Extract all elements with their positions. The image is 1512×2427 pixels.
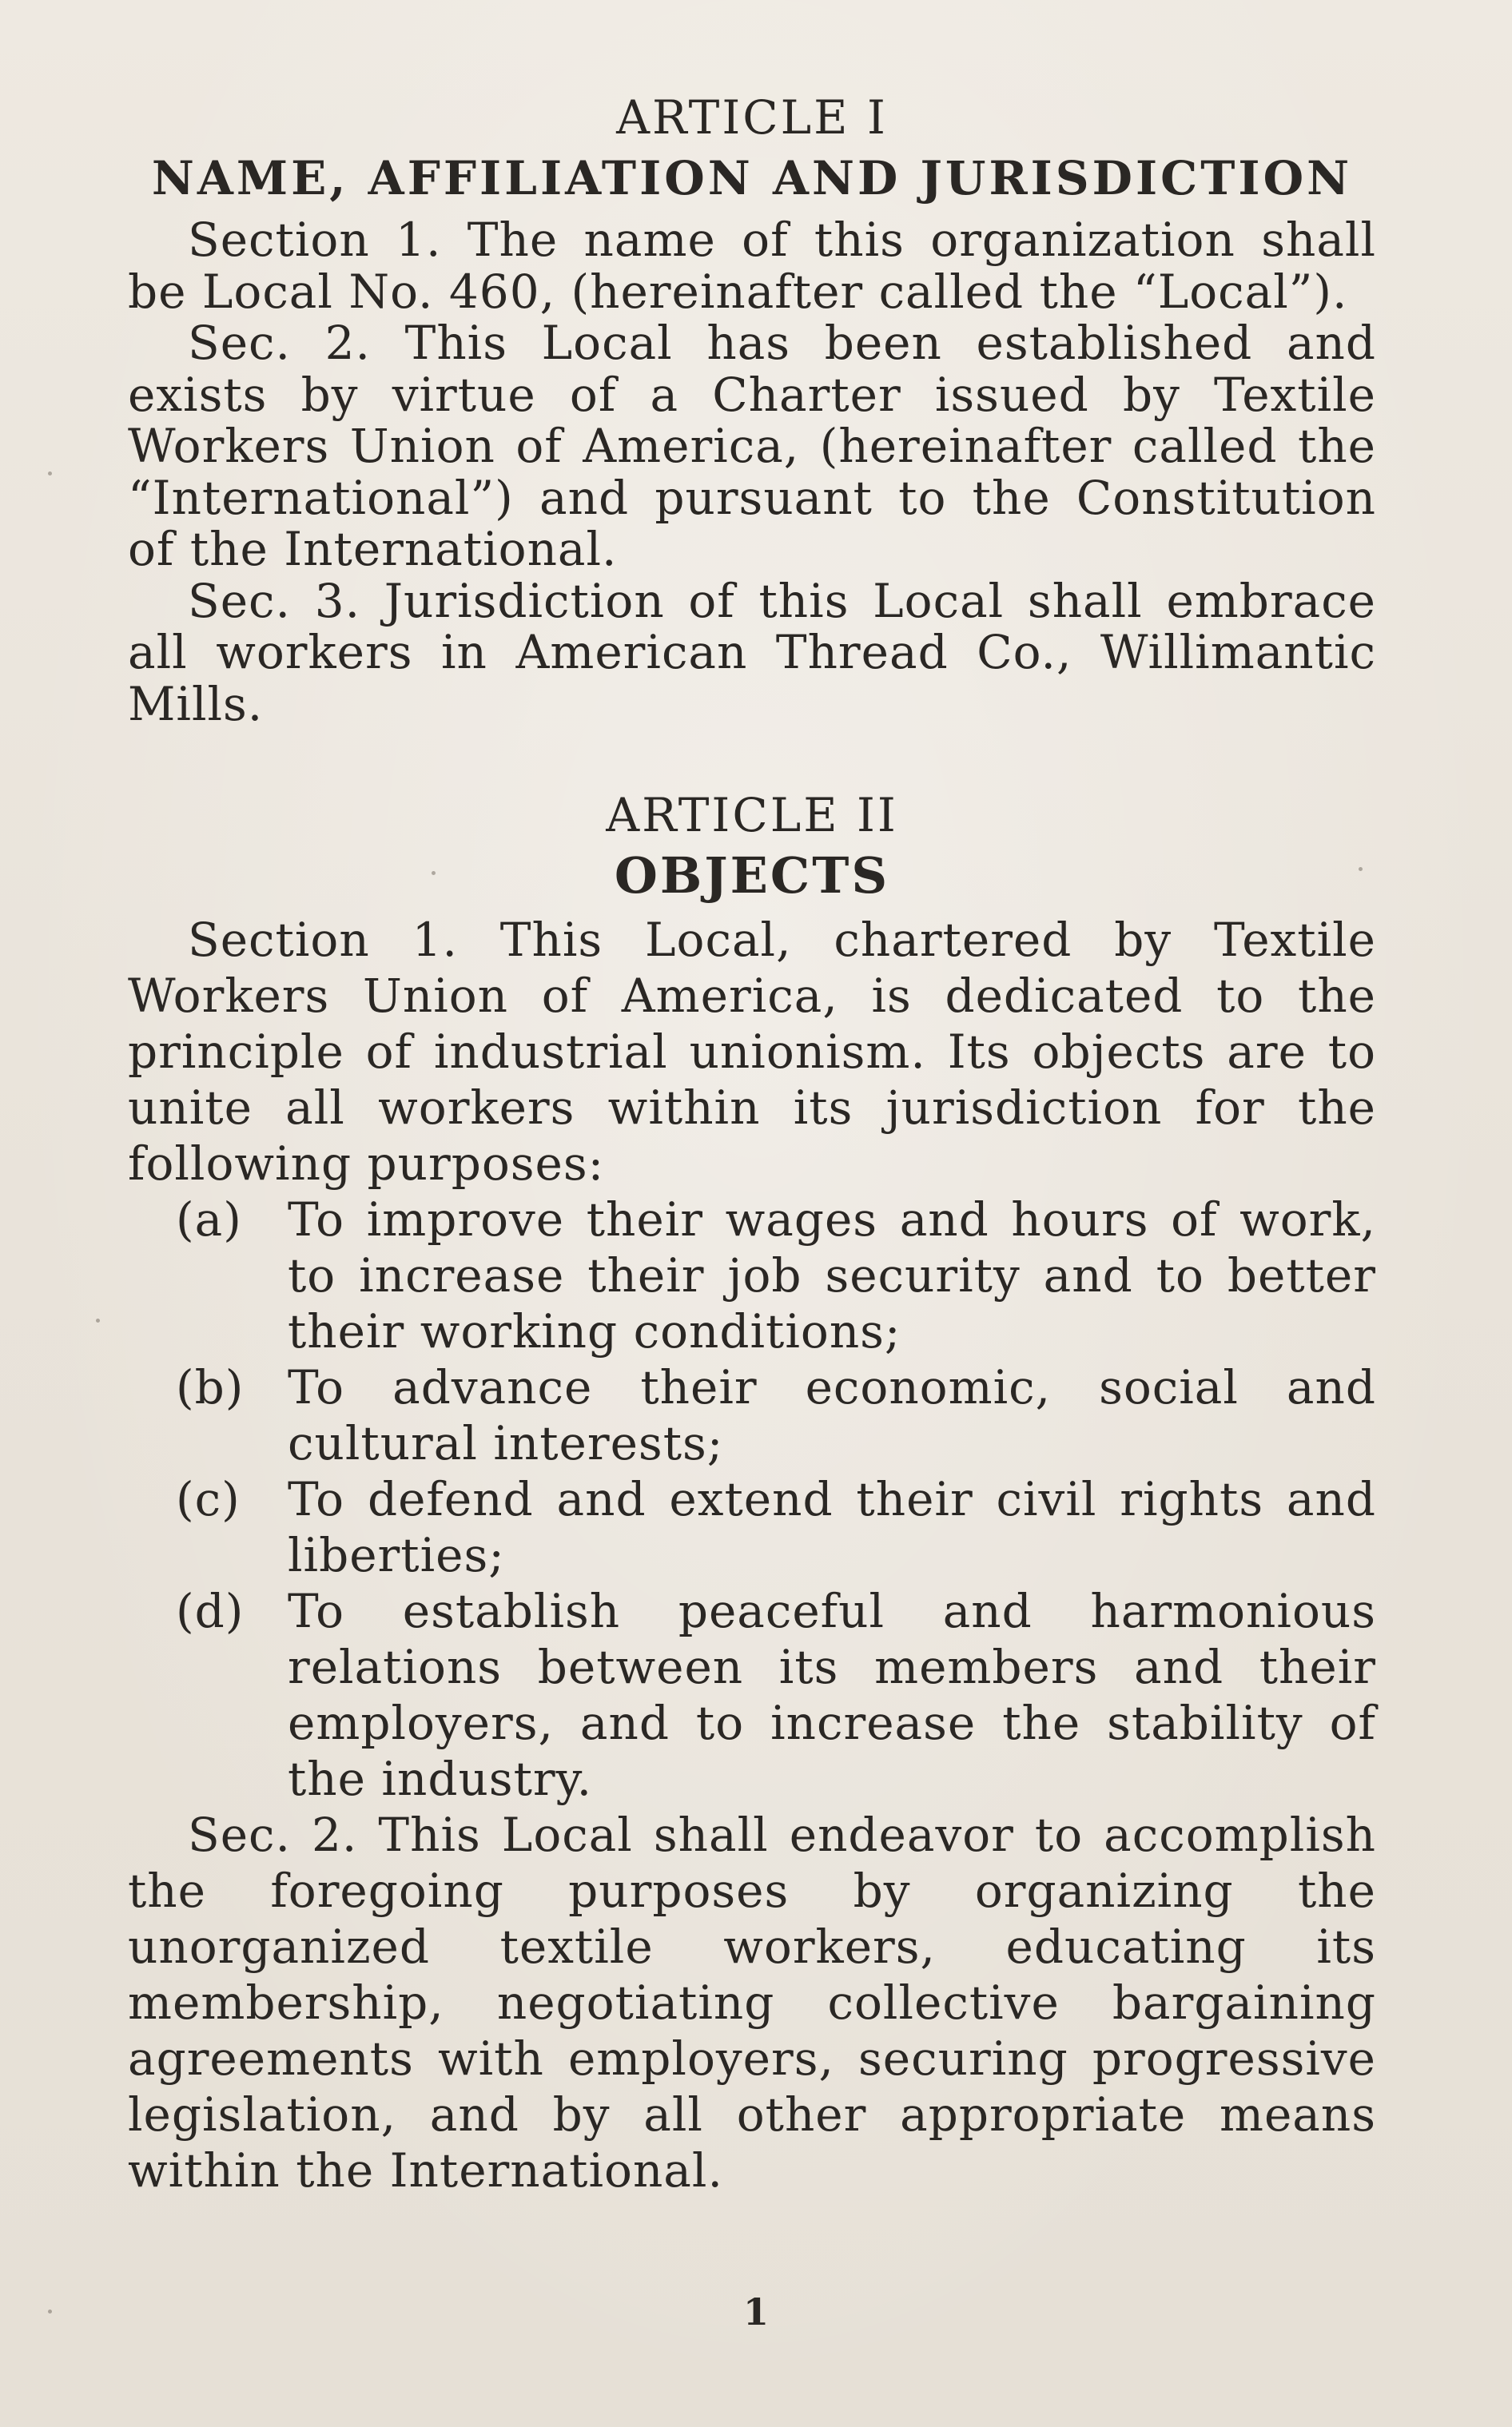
purposes-list — [128, 1192, 1376, 1807]
article-2-title: OBJECTS — [614, 846, 890, 905]
article-2-section-2: Sec. 2. This Local shall endeavor to accomplish the foregoing purposes by organizing the unorganized textile workers, educating its membership, negotiating collective bargaining agreements with employers, securing progressive legislation, and by all other appropriate means within the International. — [128, 1808, 1376, 2198]
article-1-heading: ARTICLE I — [616, 90, 888, 145]
purpose-text: To establish peaceful and harmonious relations between its members and their employers, and to increase the stability of the industry. — [288, 1584, 1376, 1806]
purpose-label: (a) — [176, 1192, 242, 1247]
article-1-section-1: Section 1. The name of this organization shall be Local No. 460, (hereinafter called the “Local”). — [128, 213, 1376, 319]
paper-speck — [1359, 867, 1363, 871]
purpose-label: (c) — [176, 1472, 241, 1526]
article-2-section-1: Section 1. This Local, chartered by Textile Workers Union of America, is dedicated to the principle of industrial unionism. Its objects are to unite all workers within its jurisdiction for the following purposes: — [128, 913, 1376, 1191]
article-1-section-3: Sec. 3. Jurisdiction of this Local shall embrace all workers in American Thread Co., Willimantic Mills. — [128, 573, 1376, 731]
purpose-label: (b) — [176, 1360, 245, 1414]
page-number: 1 — [742, 2290, 769, 2334]
paper-speck — [432, 871, 436, 875]
article-1-title: NAME, AFFILIATION AND JURISDICTION — [151, 151, 1353, 205]
paper-speck — [96, 1319, 100, 1323]
section-gap — [128, 730, 1376, 786]
purpose-item-b — [128, 1359, 1376, 1471]
paper-speck — [48, 471, 52, 475]
purpose-text: To advance their economic, social and cultural interests; — [288, 1360, 1376, 1470]
purpose-text: To defend and extend their civil rights and liberties; — [288, 1472, 1376, 1582]
purpose-text: To improve their wages and hours of work, to increase their job security and to better their working conditions; — [288, 1192, 1376, 1359]
paper-speck — [48, 2310, 52, 2314]
article-1-section-2: Sec. 2. This Local has been established and exists by virtue of a Charter issued by Textile Workers Union of America, (hereinafter called the “International”) and pursuant to the Constitution of the International. — [128, 316, 1376, 576]
purpose-item-d — [128, 1583, 1376, 1807]
purpose-label: (d) — [176, 1584, 245, 1638]
article-2-heading: ARTICLE II — [606, 788, 898, 842]
purpose-item-c — [128, 1471, 1376, 1583]
purpose-item-a — [128, 1192, 1376, 1359]
